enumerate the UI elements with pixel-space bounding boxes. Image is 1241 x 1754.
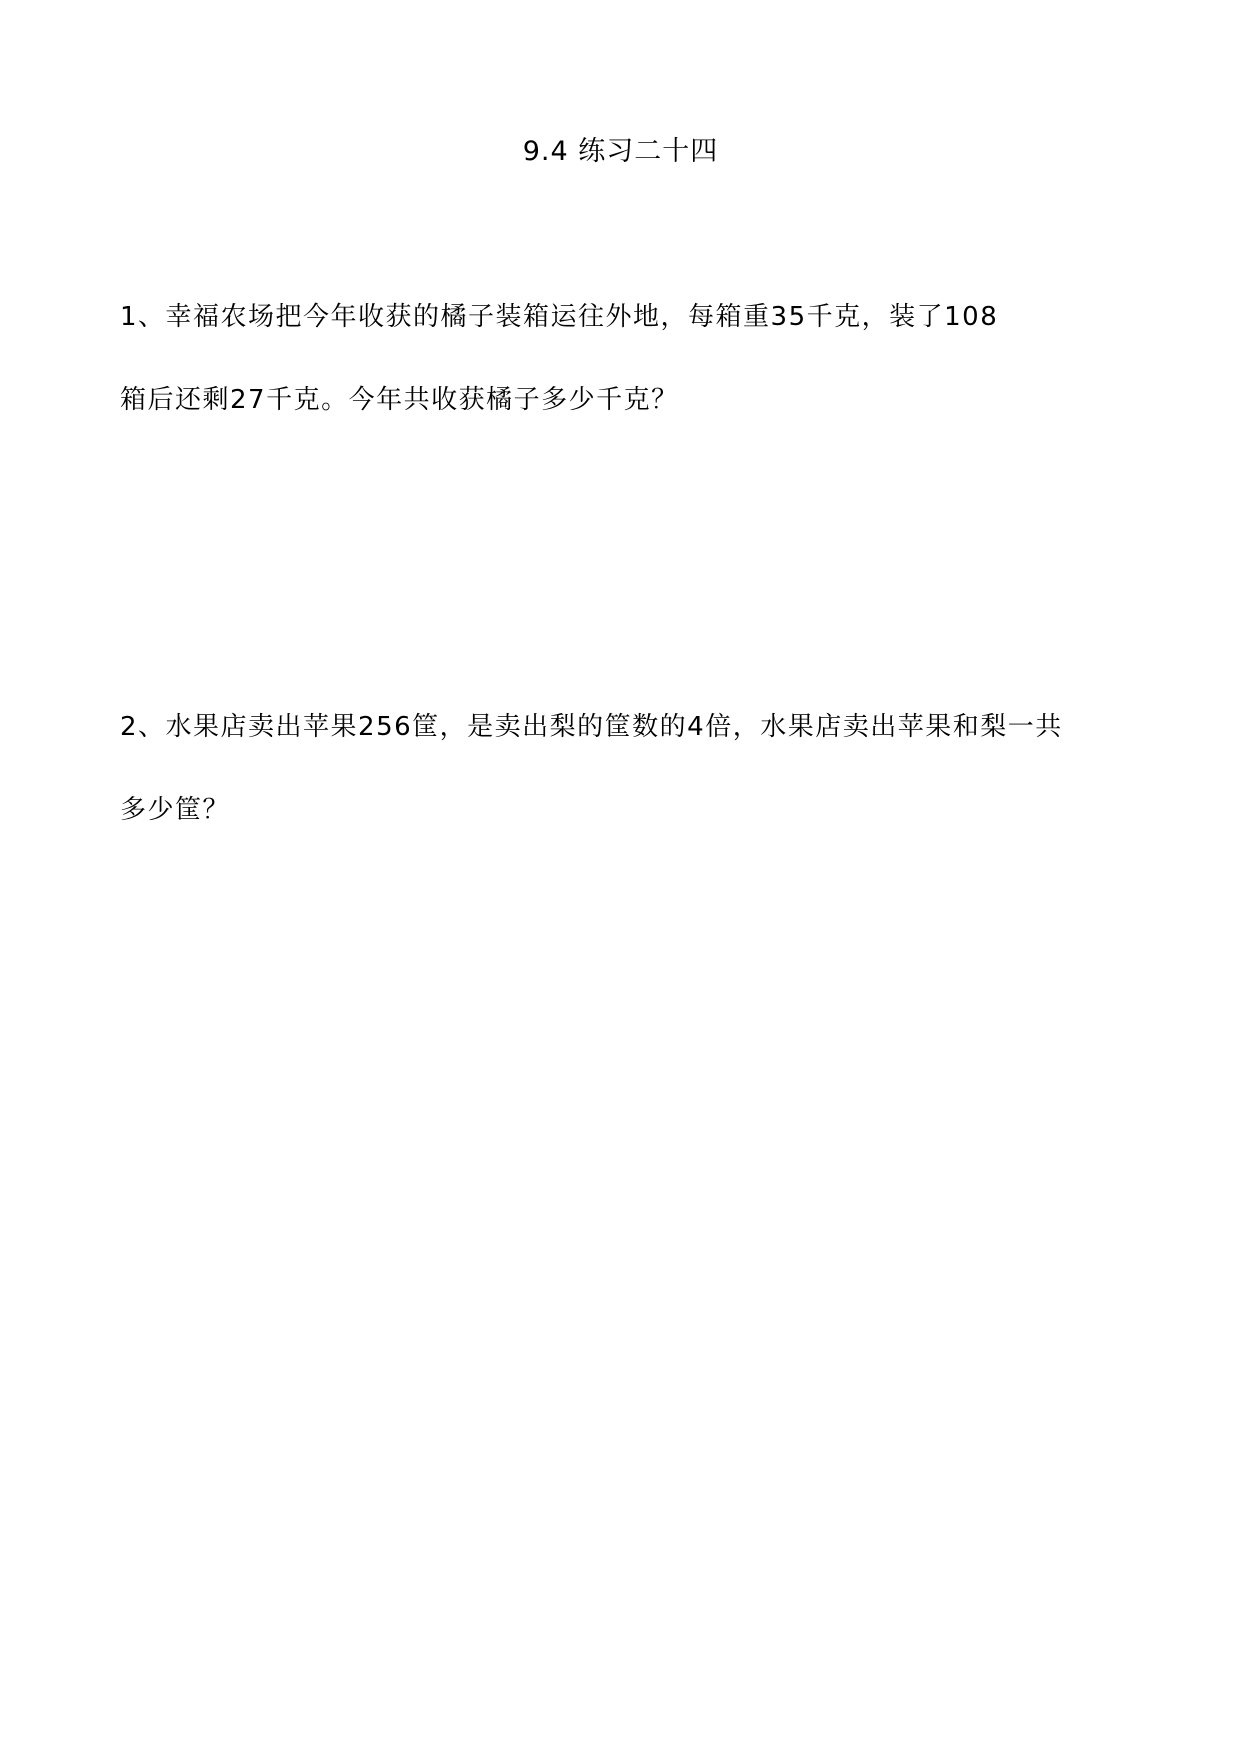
- question-1-line-2: 箱后还剩27千克。今年共收获橘子多少千克？: [120, 385, 679, 415]
- question-2-line-1: 2、水果店卖出苹果256筐，是卖出梨的筐数的4倍，水果店卖出苹果和梨一共: [120, 712, 1063, 742]
- page-title: 9.4 练习二十四: [522, 136, 719, 167]
- question-2-line-2: 多少筐？: [120, 795, 231, 825]
- question-1-line-1: 1、幸福农场把今年收获的橘子装箱运往外地，每箱重35千克，装了108: [120, 302, 999, 332]
